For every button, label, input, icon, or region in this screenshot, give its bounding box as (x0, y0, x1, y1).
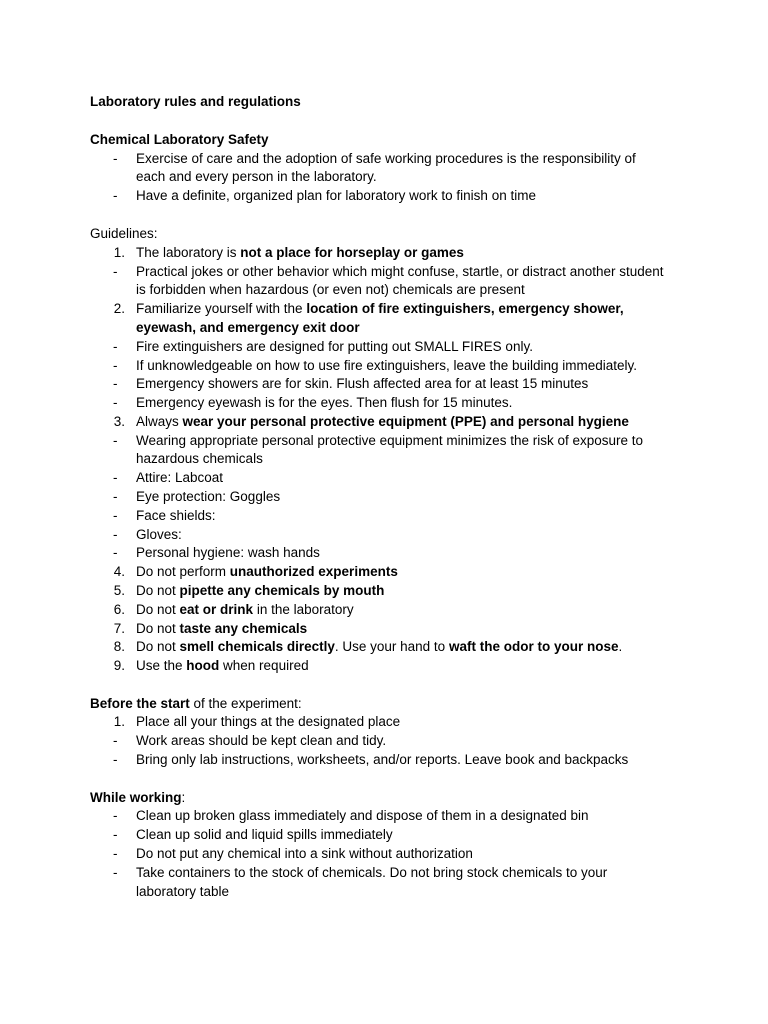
text-span: The laboratory is (136, 245, 241, 260)
line-text (136, 167, 377, 186)
line-text (136, 581, 384, 600)
text-span: Wearing appropriate personal protective equipment minimizes the risk of exposure to (136, 433, 644, 448)
bullet-dash: - (113, 376, 118, 391)
list-number: 9. (113, 658, 125, 673)
text-span: Clean up broken glass immediately and dispose of them in a designated bin (136, 808, 589, 823)
bold-text: eyewash, and emergency exit door (136, 320, 360, 335)
line-text (136, 750, 628, 769)
bullet-dash: - (113, 752, 118, 767)
bullet-dash: - (113, 151, 118, 166)
text-span: Do not (136, 621, 180, 636)
text-span: Emergency showers are for skin. Flush affected area for at least 15 minutes (136, 376, 589, 391)
bold-text: pipette any chemicals by mouth (179, 583, 385, 598)
line-text (136, 506, 216, 525)
line-text (90, 92, 301, 111)
bullet-dash: - (113, 808, 118, 823)
bullet-dash: - (113, 395, 118, 410)
text-span: Face shields: (136, 508, 216, 523)
bullet-dash: - (113, 358, 118, 373)
bullet-dash: - (113, 433, 118, 448)
text-span: Clean up solid and liquid spills immediately (136, 827, 393, 842)
text-span: each and every person in the laboratory. (136, 169, 377, 184)
bullet-dash: - (113, 545, 118, 560)
line-text (136, 280, 525, 299)
text-span: Have a definite, organized plan for laboratory work to finish on time (136, 188, 536, 203)
text-span: Place all your things at the designated place (136, 714, 401, 729)
bullet-dash: - (113, 489, 118, 504)
bold-text: While working (90, 790, 182, 805)
line-text (136, 149, 636, 168)
line-text (136, 806, 589, 825)
text-span: Work areas should be kept clean and tidy. (136, 733, 387, 748)
text-span: If unknowledgeable on how to use fire extinguishers, leave the building immediately. (136, 358, 638, 373)
bold-text: Chemical Laboratory Safety (90, 132, 269, 147)
line-text (136, 600, 354, 619)
line-text (90, 130, 269, 149)
bold-text: Before the start (90, 696, 190, 711)
line-text (136, 882, 229, 901)
line-text (136, 844, 473, 863)
line-text (136, 299, 624, 318)
line-text (136, 243, 464, 262)
bullet-dash: - (113, 339, 118, 354)
text-span: laboratory table (136, 884, 230, 899)
line-text (136, 431, 643, 450)
list-number: 3. (113, 414, 125, 429)
line-text (136, 468, 223, 487)
text-span: when required (219, 658, 309, 673)
line-text (136, 863, 607, 882)
list-number: 2. (113, 301, 125, 316)
line-text (136, 825, 393, 844)
bullet-dash: - (113, 865, 118, 880)
bold-text: hood (186, 658, 220, 673)
line-text (136, 337, 533, 356)
text-span: Bring only lab instructions, worksheets, and/or reports. Leave book and backpacks (136, 752, 629, 767)
bullet-dash: - (113, 527, 118, 542)
line-text (136, 619, 307, 638)
text-span: Do not put any chemical into a sink without authorization (136, 846, 473, 861)
text-span: Use the (136, 658, 187, 673)
line-text (136, 731, 386, 750)
text-span: Eye protection: Goggles (136, 489, 281, 504)
text-span: Fire extinguishers are designed for putting out SMALL FIRES only. (136, 339, 533, 354)
text-span: Do not (136, 639, 180, 654)
bold-text: location of fire extinguishers, emergency shower, (306, 301, 624, 316)
bullet-dash: - (113, 733, 118, 748)
line-text (136, 412, 629, 431)
line-text (90, 224, 158, 243)
list-number: 5. (113, 583, 125, 598)
text-span: Personal hygiene: wash hands (136, 545, 320, 560)
list-number: 4. (113, 564, 125, 579)
bold-text: Laboratory rules and regulations (90, 94, 301, 109)
line-text (136, 562, 398, 581)
text-span: : (181, 790, 186, 805)
bullet-dash: - (113, 264, 118, 279)
text-span: Take containers to the stock of chemicals. Do not bring stock chemicals to your (136, 865, 608, 880)
line-text (136, 186, 536, 205)
text-span: Gloves: (136, 527, 182, 542)
bold-text: taste any chemicals (179, 621, 308, 636)
line-text (136, 712, 400, 731)
text-span: . Use your hand to (334, 639, 449, 654)
text-span: Exercise of care and the adoption of safe working procedures is the responsibility of (136, 151, 636, 166)
list-number: 8. (113, 639, 125, 654)
line-text (136, 637, 622, 656)
list-number: 6. (113, 602, 125, 617)
line-text (136, 487, 280, 506)
list-number: 1. (113, 714, 125, 729)
text-span: Guidelines: (90, 226, 158, 241)
line-text (136, 449, 263, 468)
line-text (136, 543, 320, 562)
text-span: Always (136, 414, 183, 429)
line-text (136, 262, 664, 281)
line-text (136, 393, 512, 412)
text-span: . (618, 639, 623, 654)
text-span: Do not perform (136, 564, 230, 579)
text-span: in the laboratory (253, 602, 354, 617)
bullet-dash: - (113, 508, 118, 523)
text-span: hazardous chemicals (136, 451, 263, 466)
list-number: 7. (113, 621, 125, 636)
line-text (136, 656, 309, 675)
text-span: Do not (136, 602, 180, 617)
text-span: is forbidden when hazardous (or even not) chemicals are present (136, 282, 525, 297)
bold-text: eat or drink (179, 602, 254, 617)
bold-text: unauthorized experiments (229, 564, 398, 579)
bullet-dash: - (113, 846, 118, 861)
bullet-dash: - (113, 470, 118, 485)
text-span: Familiarize yourself with the (136, 301, 307, 316)
text-span: Practical jokes or other behavior which might confuse, startle, or distract another student (136, 264, 664, 279)
bullet-dash: - (113, 827, 118, 842)
text-span: of the experiment: (189, 696, 302, 711)
line-text (90, 788, 185, 807)
text-span: Do not (136, 583, 180, 598)
bold-text: waft the odor to your nose (448, 639, 619, 654)
line-text (136, 318, 360, 337)
line-text (136, 356, 637, 375)
bold-text: smell chemicals directly (179, 639, 335, 654)
bullet-dash: - (113, 188, 118, 203)
bold-text: wear your personal protective equipment (PPE) and personal hygiene (182, 414, 629, 429)
text-span: Emergency eyewash is for the eyes. Then flush for 15 minutes. (136, 395, 513, 410)
text-span: Attire: Labcoat (136, 470, 224, 485)
line-text (136, 374, 588, 393)
list-number: 1. (113, 245, 125, 260)
bold-text: not a place for horseplay or games (240, 245, 464, 260)
line-text (136, 525, 182, 544)
line-text (90, 694, 302, 713)
